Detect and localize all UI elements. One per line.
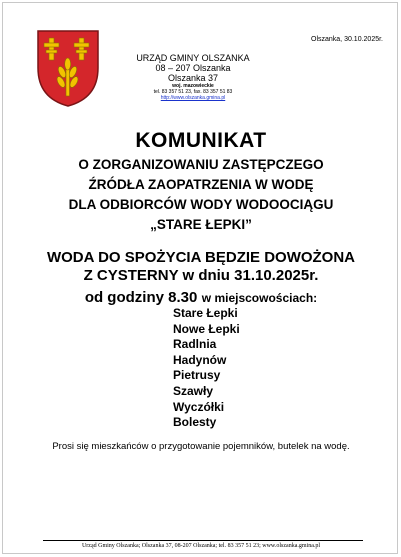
- announcement-subtitle: [3, 155, 399, 235]
- office-phone: tel. 83 357 51 23, fax. 83 357 51 83: [153, 89, 233, 95]
- subtitle-line: DLA ODBIORCÓW WODY WODOOCIĄGU: [68, 197, 334, 212]
- delivery-time: [3, 289, 399, 307]
- office-province: woj. mazowieckie: [172, 83, 214, 89]
- office-postal: 08 – 207 Olszanka: [155, 63, 231, 73]
- subtitle-line: ŹRÓDŁA ZAOPATRZENIA W WODĘ: [88, 177, 314, 192]
- list-item: Radlnia: [173, 337, 217, 352]
- page-footer: Urząd Gminy Olszanka; Olszanka 37, 08-207 Olszanka; tel. 83 357 51 23; www.olszanka.gmina.pl: [81, 543, 321, 549]
- list-item: Hadynów: [173, 352, 227, 367]
- document-date: Olszanka, 30.10.2025r.: [311, 36, 383, 43]
- list-item: Szawły: [173, 383, 214, 398]
- footer-divider: [43, 540, 363, 541]
- delivery-line-1: WODA DO SPOŻYCIA BĘDZIE DOWOŻONA: [46, 249, 356, 266]
- subtitle-line: O ZORGANIZOWANIU ZASTĘPCZEGO: [78, 157, 324, 172]
- delivery-info: [3, 249, 399, 285]
- delivery-hours: od godziny 8.30: [84, 289, 198, 306]
- list-item: Wyczółki: [173, 399, 225, 414]
- delivery-line-2: Z CYSTERNY w dniu 31.10.2025r.: [83, 267, 319, 284]
- document-page: [2, 2, 398, 554]
- municipality-coat-of-arms: [35, 28, 101, 108]
- list-item: Bolesty: [173, 415, 217, 430]
- delivery-places-label: w miejscowościach:: [201, 291, 318, 305]
- places-list: [173, 306, 240, 431]
- residents-request: Prosi się mieszkańców o przygotowanie pojemników, butelek na wodę.: [52, 441, 350, 452]
- list-item: Stare Łepki: [173, 306, 238, 320]
- list-item: Nowe Łepki: [173, 321, 240, 336]
- office-street: Olszanka 37: [167, 73, 219, 83]
- subtitle-line: „STARE ŁEPKI”: [150, 217, 252, 232]
- office-website-link[interactable]: http://www.olszanka.gmina.pl: [160, 95, 226, 101]
- office-header: [103, 53, 283, 101]
- announcement-title: KOMUNIKAT: [135, 129, 267, 152]
- office-name: URZĄD GMINY OLSZANKA: [136, 53, 250, 63]
- list-item: Pietrusy: [173, 368, 221, 383]
